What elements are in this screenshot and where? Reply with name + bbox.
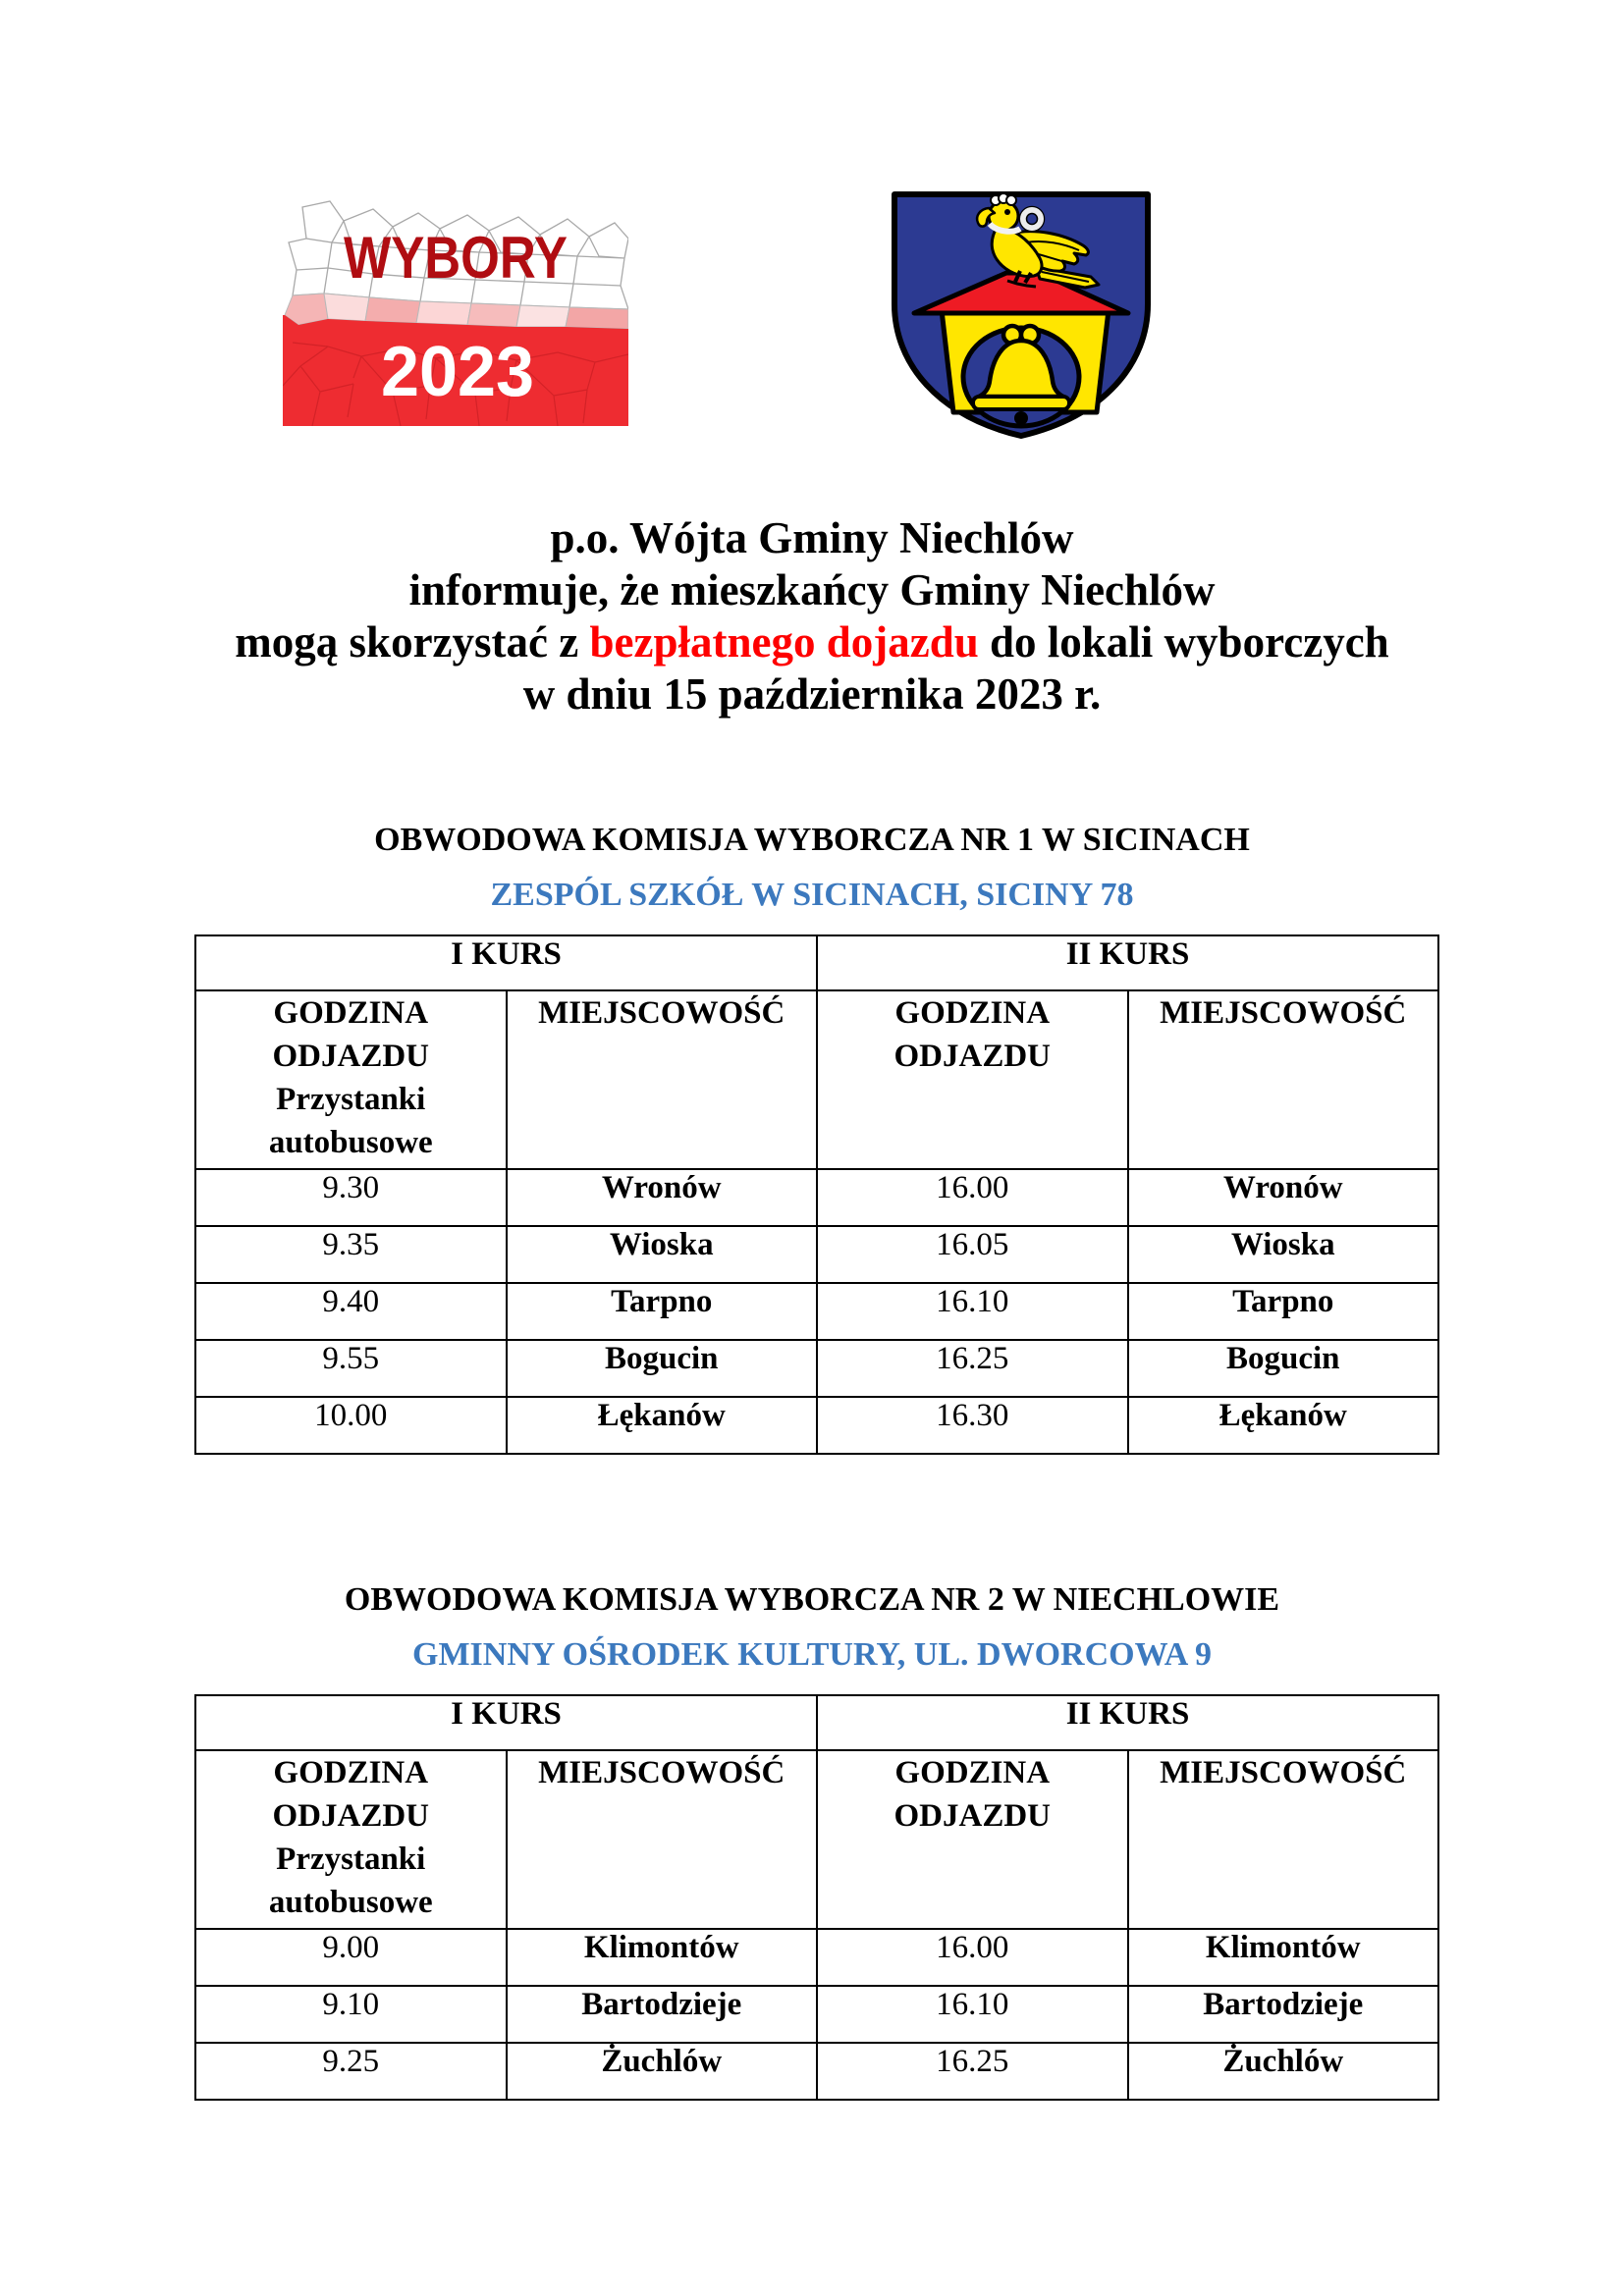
- cell-time: 9.10: [195, 1986, 507, 2043]
- cell-place: Klimontów: [507, 1929, 818, 1986]
- cell-time: 9.25: [195, 2043, 507, 2100]
- cell-time: 16.10: [817, 1283, 1128, 1340]
- course-2-header: II KURS: [817, 1695, 1438, 1750]
- table-row: [195, 1169, 1438, 1226]
- cell-place: Tarpno: [507, 1283, 818, 1340]
- column-header-time-2-main: GODZINA ODJAZDU: [893, 995, 1051, 1074]
- column-header-place-1: MIEJSCOWOŚĆ: [507, 1750, 818, 1929]
- section-2-title: OBWODOWA KOMISJA WYBORCZA NR 2 W NIECHLOWIE: [344, 1581, 1280, 1618]
- cell-time: 9.55: [195, 1340, 507, 1397]
- course-1-header: I KURS: [195, 1695, 817, 1750]
- cell-time: 16.10: [817, 1986, 1128, 2043]
- cell-time: 16.00: [817, 1169, 1128, 1226]
- cell-place: Wronów: [1128, 1169, 1439, 1226]
- column-header-place-1: MIEJSCOWOŚĆ: [507, 990, 818, 1169]
- column-header-place-2: MIEJSCOWOŚĆ: [1128, 1750, 1439, 1929]
- announcement-line-3-highlight: bezpłatnego dojazdu: [589, 617, 979, 667]
- wybory-2023-logo: [283, 199, 628, 426]
- cell-time: 16.05: [817, 1226, 1128, 1283]
- table-row: [195, 1226, 1438, 1283]
- course-2-header: II KURS: [817, 935, 1438, 990]
- column-header-time-1-main: GODZINA ODJAZDU: [272, 995, 429, 1074]
- cell-place: Bogucin: [507, 1340, 818, 1397]
- section-1-title: OBWODOWA KOMISJA WYBORCZA NR 1 W SICINACH: [374, 822, 1250, 858]
- table-row: [195, 1929, 1438, 1986]
- cell-place: Bogucin: [1128, 1340, 1439, 1397]
- column-header-time-2: [817, 1750, 1128, 1929]
- column-header-time-1-sub2: autobusowe: [268, 1885, 433, 1920]
- wybory-2023-logo-image: [283, 199, 628, 426]
- column-header-time-1-main: GODZINA ODJAZDU: [272, 1755, 429, 1834]
- column-header-time-1-sub1: Przystanki: [276, 1082, 426, 1117]
- cell-place: Klimontów: [1128, 1929, 1439, 1986]
- column-header-place-2: MIEJSCOWOŚĆ: [1128, 990, 1439, 1169]
- timetable-1: [194, 934, 1439, 1455]
- cell-place: Tarpno: [1128, 1283, 1439, 1340]
- cell-place: Wioska: [507, 1226, 818, 1283]
- logo-year-text: 2023: [381, 333, 534, 411]
- cell-time: 16.30: [817, 1397, 1128, 1454]
- table-row: [195, 1283, 1438, 1340]
- cell-time: 9.35: [195, 1226, 507, 1283]
- table-row: [195, 1750, 1438, 1929]
- table-row: [195, 1986, 1438, 2043]
- cell-time: 9.00: [195, 1929, 507, 1986]
- cell-place: Wronów: [507, 1169, 818, 1226]
- section-2-subtitle: GMINNY OŚRODEK KULTURY, UL. DWORCOWA 9: [412, 1636, 1212, 1673]
- table-row: [195, 2043, 1438, 2100]
- cell-place: Żuchlów: [1128, 2043, 1439, 2100]
- logo-title-text: WYBORY: [344, 225, 568, 291]
- course-1-header: I KURS: [195, 935, 817, 990]
- column-header-time-1-sub2: autobusowe: [268, 1125, 433, 1160]
- cell-place: Wioska: [1128, 1226, 1439, 1283]
- table-row: [195, 1695, 1438, 1750]
- cell-place: Bartodzieje: [507, 1986, 818, 2043]
- cell-time: 16.00: [817, 1929, 1128, 1986]
- cell-place: Żuchlów: [507, 2043, 818, 2100]
- announcement-line-1: p.o. Wójta Gminy Niechlów: [550, 513, 1074, 562]
- column-header-time-1: [195, 1750, 507, 1929]
- cell-place: Bartodzieje: [1128, 1986, 1439, 2043]
- coat-of-arms-image: [887, 188, 1156, 442]
- announcement-line-2: informuje, że mieszkańcy Gminy Niechlów: [408, 565, 1216, 614]
- cell-time: 16.25: [817, 1340, 1128, 1397]
- table-row: [195, 935, 1438, 990]
- table-row: [195, 1397, 1438, 1454]
- cell-time: 9.40: [195, 1283, 507, 1340]
- niechlow-coat-of-arms: [887, 188, 1156, 442]
- cell-time: 16.25: [817, 2043, 1128, 2100]
- column-header-time-2-main: GODZINA ODJAZDU: [893, 1755, 1051, 1834]
- table-row: [195, 990, 1438, 1169]
- announcement-line-3-after: do lokali wyborczych: [978, 617, 1389, 667]
- timetable-2: [194, 1694, 1439, 2101]
- cell-time: 9.30: [195, 1169, 507, 1226]
- announcement-line-3: [0, 616, 1624, 668]
- section-1-subtitle: ZESPÓL SZKÓŁ W SICINACH, SICINY 78: [490, 877, 1134, 913]
- announcement-line-4: w dniu 15 października 2023 r.: [522, 669, 1102, 719]
- announcement-text: [0, 512, 1624, 721]
- cell-place: Łękanów: [1128, 1397, 1439, 1454]
- column-header-time-2: [817, 990, 1128, 1169]
- announcement-line-3-before: mogą skorzystać z: [235, 617, 590, 667]
- cell-time: 10.00: [195, 1397, 507, 1454]
- column-header-time-1-sub1: Przystanki: [276, 1842, 426, 1877]
- cell-place: Łękanów: [507, 1397, 818, 1454]
- table-row: [195, 1340, 1438, 1397]
- column-header-time-1: [195, 990, 507, 1169]
